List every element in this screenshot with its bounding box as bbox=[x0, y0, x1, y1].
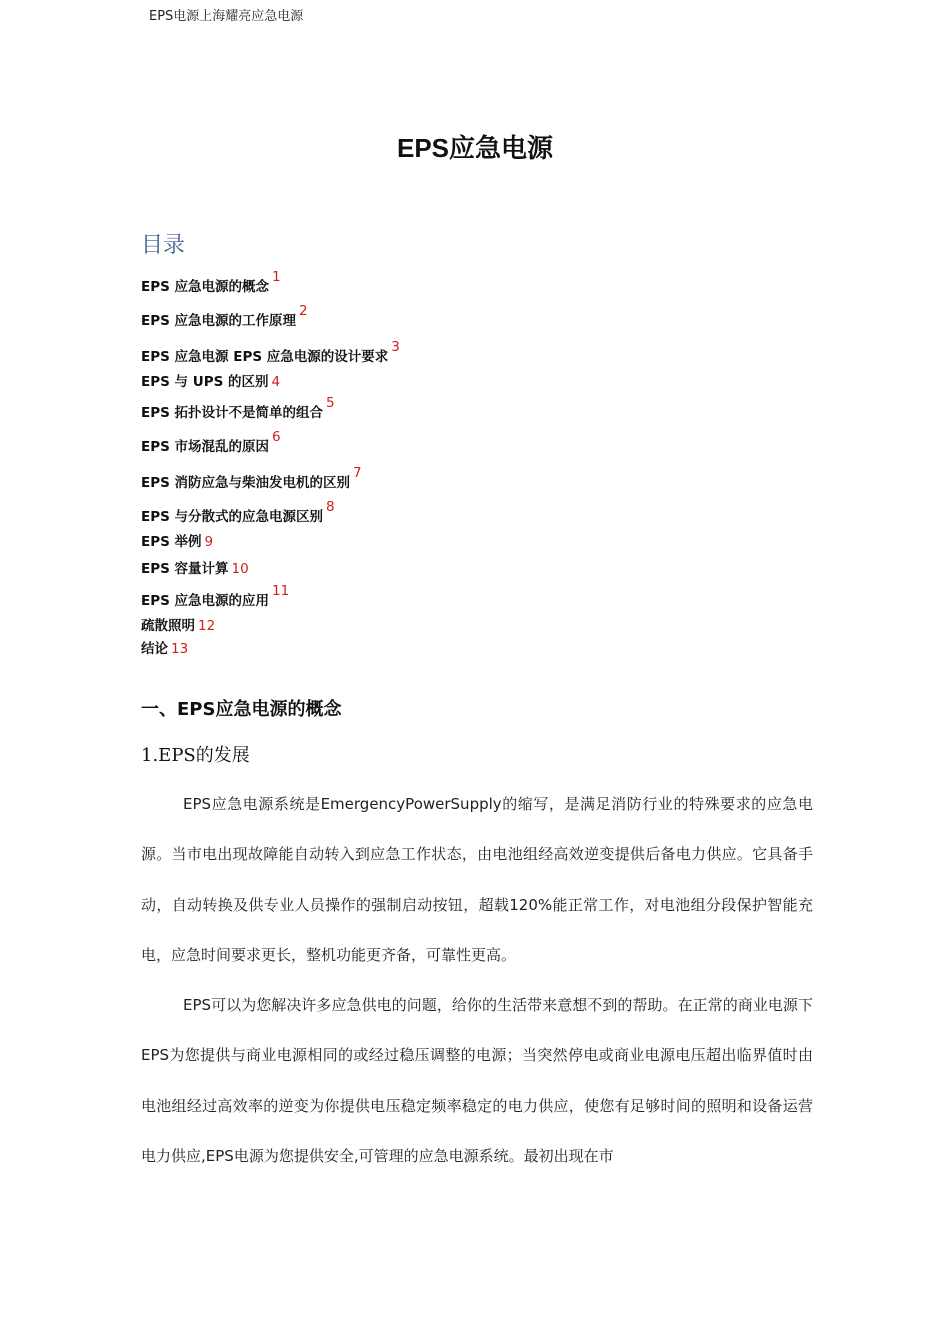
running-header: EPS电源上海耀亮应急电源 bbox=[149, 9, 304, 24]
toc-heading: 目录 bbox=[141, 233, 186, 258]
toc-item-label: EPS 容量计算 bbox=[141, 561, 229, 577]
toc-page-number: 4 bbox=[271, 374, 281, 390]
document-title: EPS应急电源 bbox=[396, 133, 554, 163]
section-heading: 一、EPS应急电源的概念 bbox=[141, 699, 342, 720]
toc-item-label: EPS 应急电源的应用 bbox=[141, 593, 270, 609]
toc-item-label: EPS 拓扑设计不是简单的组合 bbox=[141, 405, 324, 421]
toc-page-number: 5 bbox=[326, 395, 335, 411]
toc-item-label: EPS 举例 bbox=[141, 534, 202, 550]
toc-item-label: EPS 应急电源的工作原理 bbox=[141, 313, 297, 329]
toc-page-number: 8 bbox=[326, 499, 335, 515]
toc-page-number: 7 bbox=[353, 465, 362, 481]
toc-page-number: 6 bbox=[272, 429, 281, 445]
toc-item[interactable] bbox=[141, 269, 281, 295]
toc-page-number: 9 bbox=[204, 534, 214, 550]
toc-item[interactable] bbox=[141, 465, 362, 491]
toc-page-number: 11 bbox=[272, 583, 290, 599]
toc-item-label: EPS 与分散式的应急电源区别 bbox=[141, 509, 324, 525]
toc-item-label: EPS 消防应急与柴油发电机的区别 bbox=[141, 475, 351, 491]
section-subheading: 1.EPS的发展 bbox=[141, 745, 250, 766]
toc-page-number: 1 bbox=[272, 269, 281, 285]
toc-item-label: EPS 应急电源的概念 bbox=[141, 279, 270, 295]
toc-page-number: 13 bbox=[171, 641, 189, 657]
toc-item[interactable] bbox=[141, 614, 215, 634]
toc-item[interactable] bbox=[141, 303, 308, 329]
toc-item[interactable] bbox=[141, 583, 290, 609]
toc-page-number: 3 bbox=[391, 339, 400, 355]
toc-item[interactable] bbox=[141, 370, 280, 390]
body-paragraph: EPS可以为您解决许多应急供电的问题，给你的生活带来意想不到的帮助。在正常的商业电源下EPS为您提供与商业电源相同的或经过稳压调整的电源；当突然停电或商业电源电压超出临界值时由电池组经过高效率的逆变为你提供电压稳定频率稳定的电力供应，使您有足够时间的照明和设备运营电力供应,EPS电源为您提供安全,可管理的应急电源系统。最初出现在市 bbox=[141, 996, 813, 1165]
toc-item[interactable] bbox=[141, 395, 335, 421]
toc-item-label: 结论 bbox=[141, 641, 168, 657]
toc-item-label: EPS 应急电源 EPS 应急电源的设计要求 bbox=[141, 349, 389, 365]
toc-item-label: 疏散照明 bbox=[141, 618, 195, 634]
toc-item[interactable] bbox=[141, 637, 188, 657]
toc-item[interactable] bbox=[141, 339, 400, 365]
toc-page-number: 2 bbox=[299, 303, 308, 319]
toc-item-label: EPS 与 UPS 的区别 bbox=[141, 374, 269, 390]
body-paragraph: EPS应急电源系统是EmergencyPowerSupply的缩写，是满足消防行业的特殊要求的应急电源。当市电出现故障能自动转入到应急工作状态，由电池组经高效逆变提供后备电力供应。它具备手动，自动转换及供专业人员操作的强制启动按钮，超载120%能正常工作，对电池组分段保护智能充电，应急时间要求更长，整机功能更齐备，可靠性更高。 bbox=[141, 795, 813, 964]
toc-item[interactable] bbox=[141, 429, 281, 455]
toc-page-number: 12 bbox=[198, 618, 216, 634]
toc-page-number: 10 bbox=[231, 561, 249, 577]
toc-item-label: EPS 市场混乱的原因 bbox=[141, 439, 270, 455]
toc-item[interactable] bbox=[141, 499, 335, 525]
toc-item[interactable] bbox=[141, 530, 213, 550]
toc-item[interactable] bbox=[141, 557, 249, 577]
